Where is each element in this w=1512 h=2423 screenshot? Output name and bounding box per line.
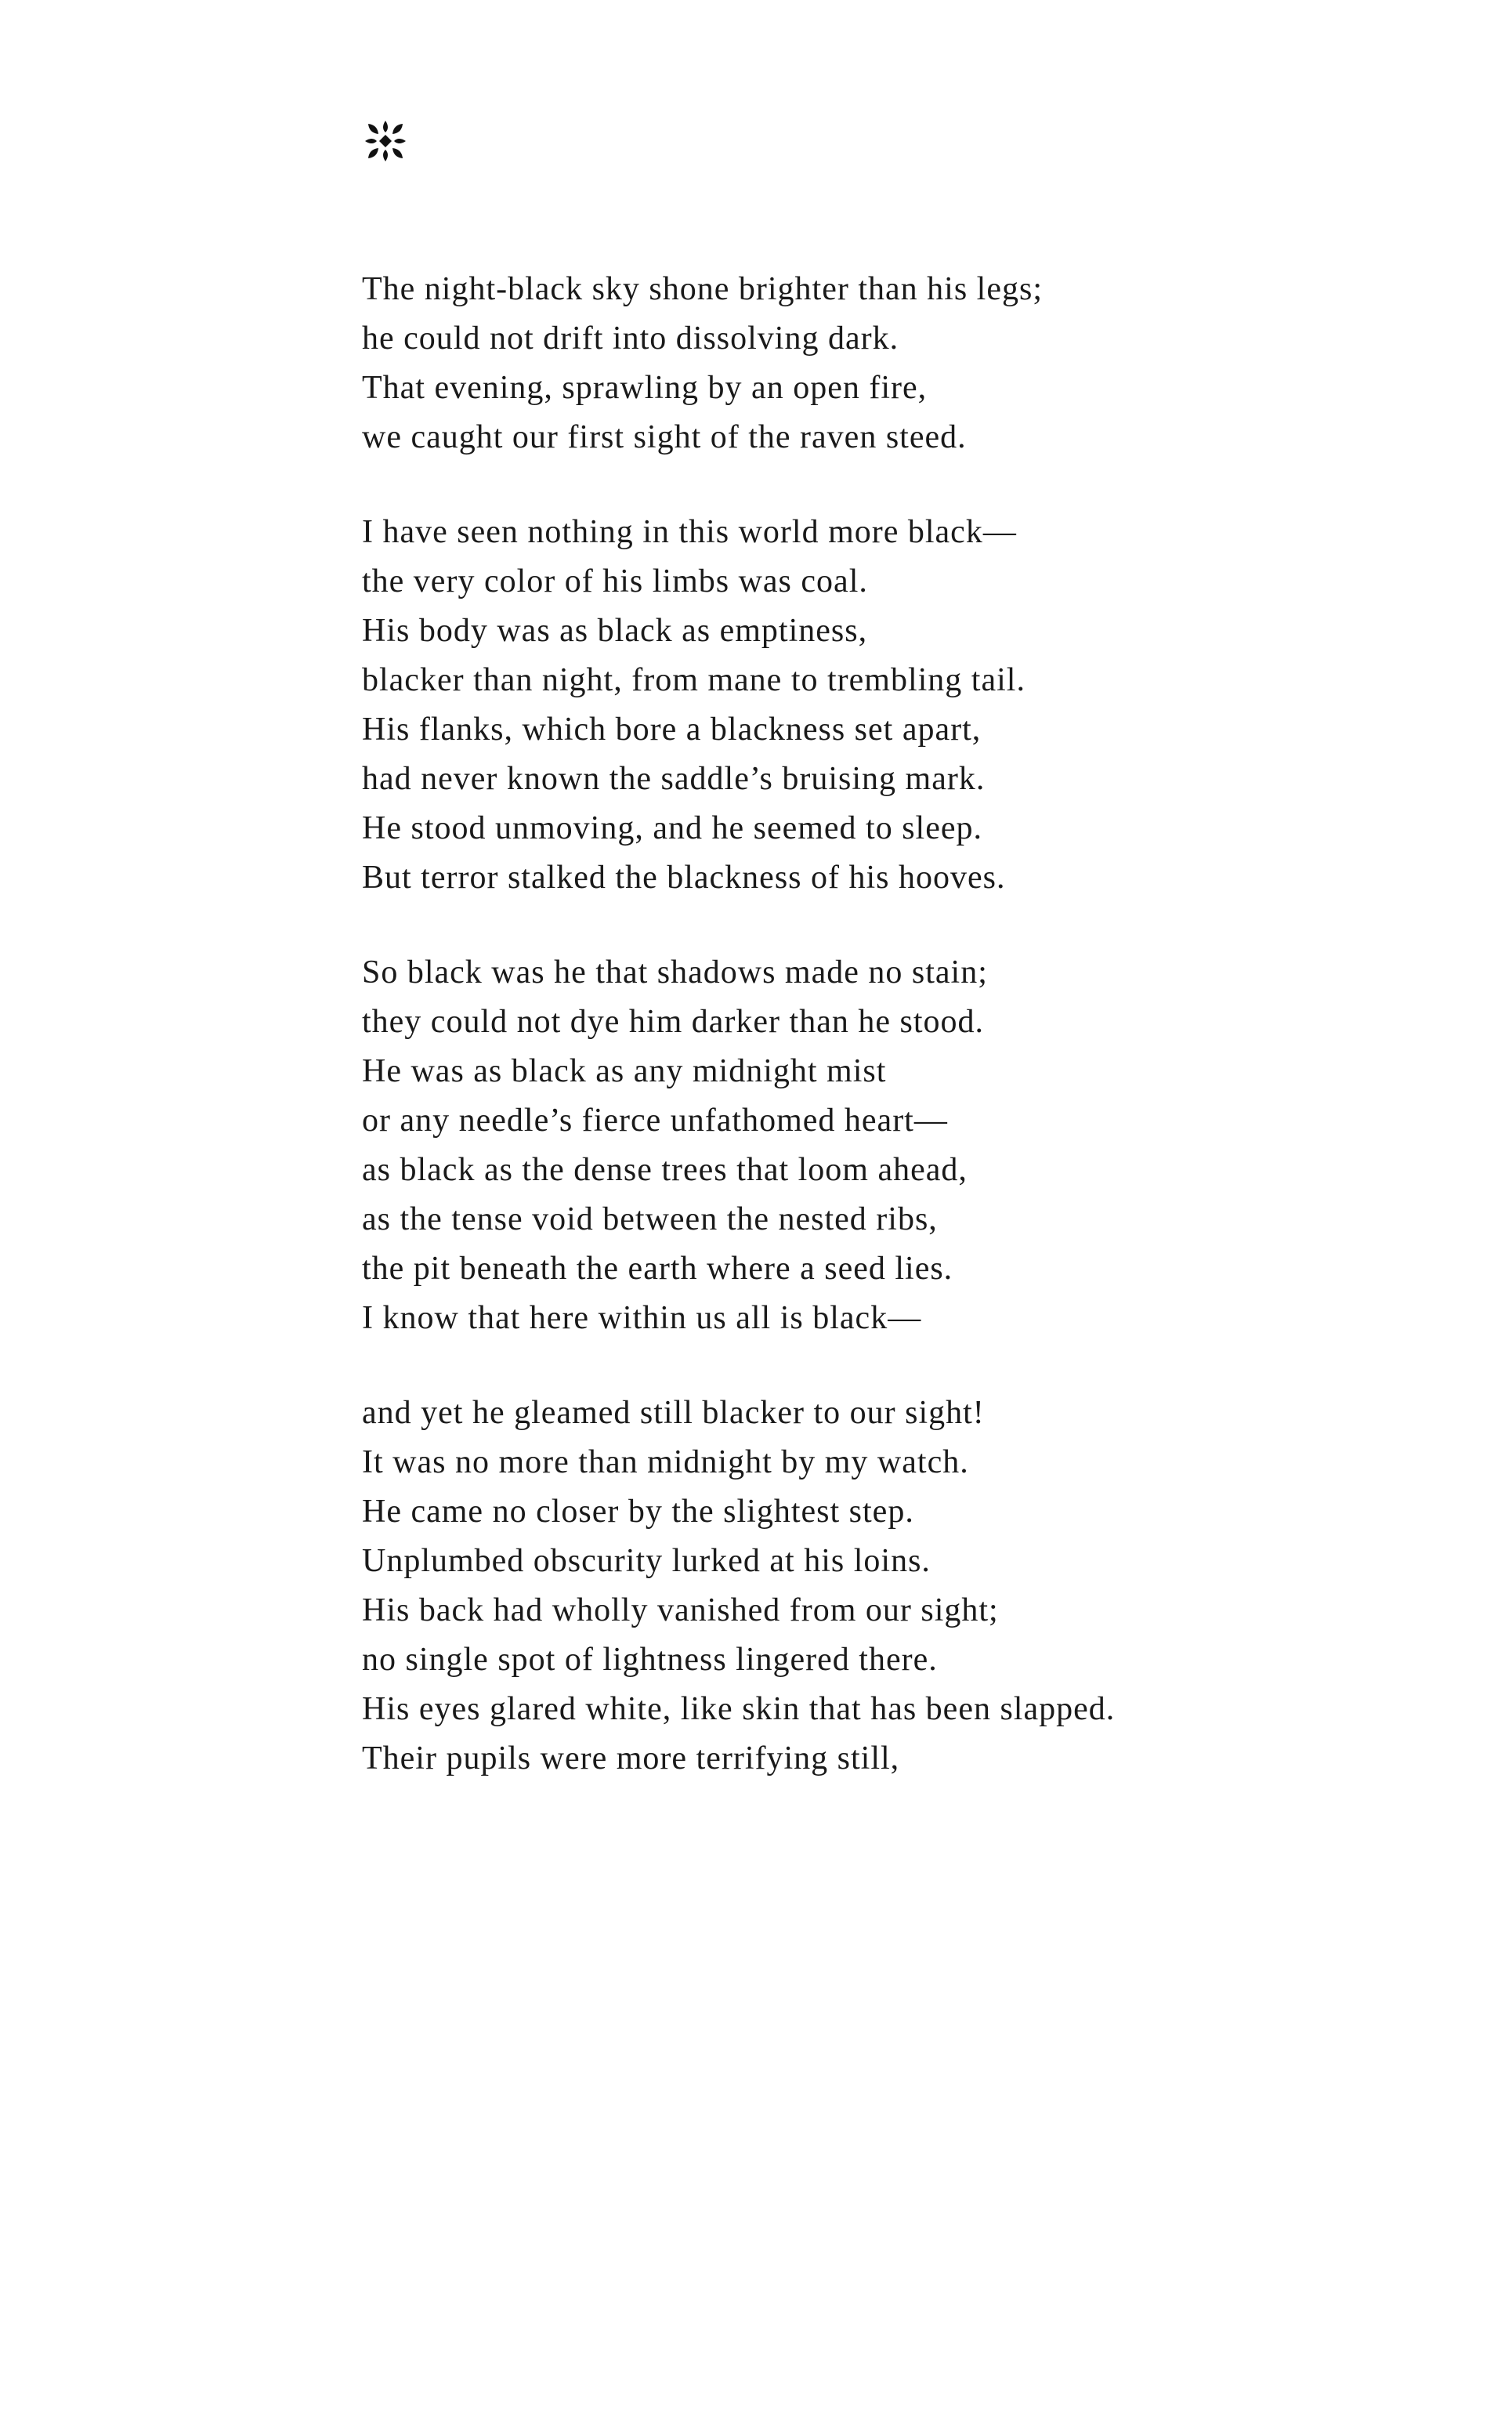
poem-line: I know that here within us all is black— xyxy=(362,1300,922,1336)
poem-line: he could not drift into dissolving dark. xyxy=(362,321,899,357)
poem-line: He came no closer by the slightest step. xyxy=(362,1494,914,1530)
poem-body xyxy=(362,265,1380,1784)
poem-line: He stood unmoving, and he seemed to sleep. xyxy=(362,810,983,846)
poem-line: as black as the dense trees that loom ahead, xyxy=(362,1152,968,1188)
poem-line: Their pupils were more terrifying still, xyxy=(362,1740,900,1777)
poem-line: His flanks, which bore a blackness set apart, xyxy=(362,712,982,748)
poem-line: or any needle’s fierce unfathomed heart— xyxy=(362,1103,948,1139)
poem-line: That evening, sprawling by an open fire, xyxy=(362,370,928,406)
poem-line: It was no more than midnight by my watch. xyxy=(362,1444,969,1480)
poem-line: the very color of his limbs was coal. xyxy=(362,563,868,599)
poem-line: Unplumbed obscurity lurked at his loins. xyxy=(362,1543,931,1579)
poem-line: we caught our first sight of the raven steed. xyxy=(362,419,967,455)
poem-line: blacker than night, from mane to trembling tail. xyxy=(362,662,1025,698)
poem-stanza xyxy=(362,508,1380,903)
poem-stanza xyxy=(362,948,1380,1343)
poem-line: He was as black as any midnight mist xyxy=(362,1053,887,1089)
poem-line: had never known the saddle’s bruising mark. xyxy=(362,761,986,797)
poem-line: they could not dye him darker than he stood. xyxy=(362,1004,984,1040)
poem-line: His back had wholly vanished from our sight; xyxy=(362,1592,999,1628)
poem-line: His eyes glared white, like skin that has been slapped. xyxy=(362,1691,1116,1727)
fleuron-ornament-icon xyxy=(362,118,409,165)
poem-line: the pit beneath the earth where a seed lies. xyxy=(362,1251,953,1287)
poem-line: as the tense void between the nested ribs, xyxy=(362,1201,938,1237)
poem-line: I have seen nothing in this world more black— xyxy=(362,514,1017,550)
poem-line: no single spot of lightness lingered there. xyxy=(362,1642,938,1678)
poem-stanza xyxy=(362,265,1380,462)
poem-line: and yet he gleamed still blacker to our sight! xyxy=(362,1395,985,1431)
poem-stanza xyxy=(362,1389,1380,1784)
poem-line: So black was he that shadows made no stain; xyxy=(362,954,988,991)
poem-line: His body was as black as emptiness, xyxy=(362,613,868,649)
poem-line: But terror stalked the blackness of his hooves. xyxy=(362,860,1006,896)
poem-line: The night-black sky shone brighter than his legs; xyxy=(362,271,1044,307)
